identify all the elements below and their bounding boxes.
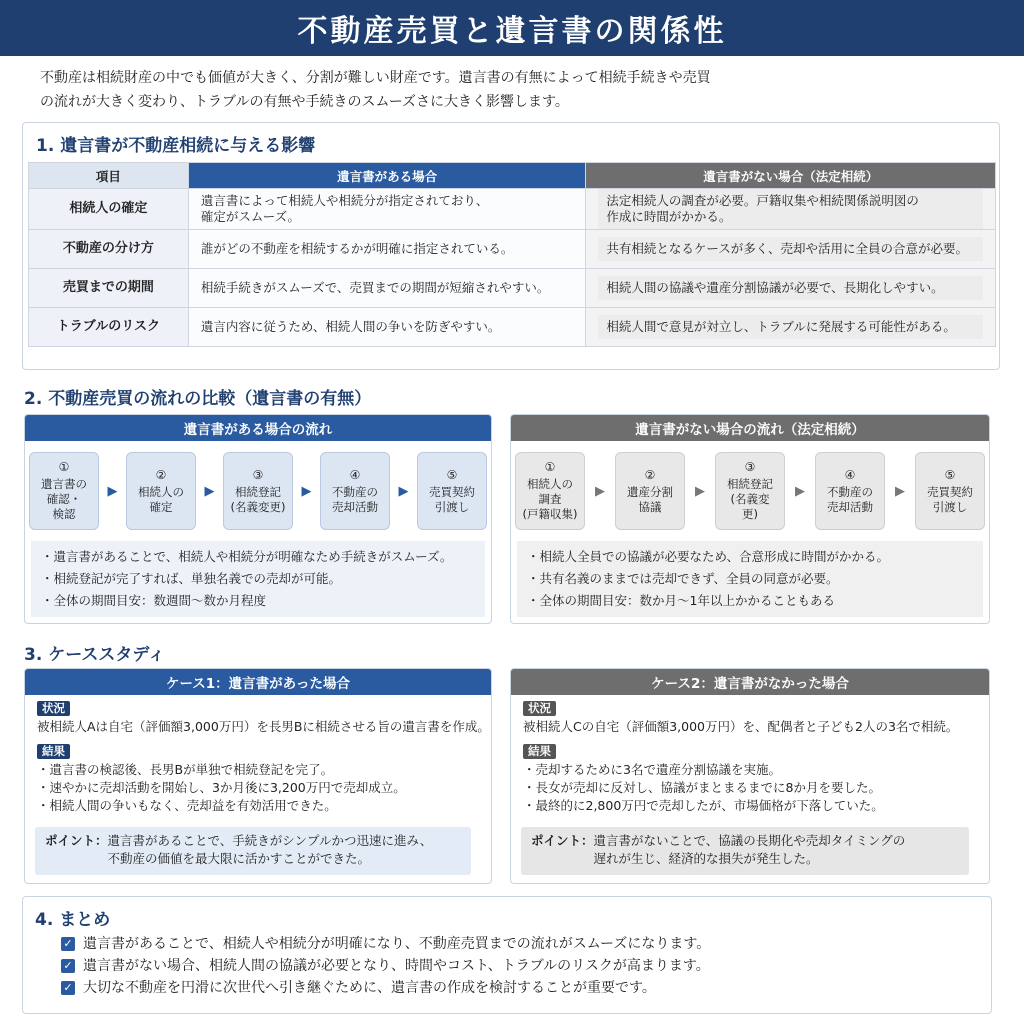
table-row	[29, 308, 996, 347]
step-number: ②	[644, 467, 656, 482]
case2-card	[510, 668, 990, 884]
case2-point	[521, 827, 969, 875]
flow-step	[417, 452, 487, 530]
step-number: ③	[744, 460, 756, 474]
flow-step	[915, 452, 985, 530]
arrow-right-icon: ▶	[795, 483, 805, 499]
cell-without-will-wrap	[586, 269, 996, 308]
situation-tag: 状況	[523, 701, 556, 716]
section2-title: 2. 不動産売買の流れの比較（遺言書の有無）	[24, 389, 372, 409]
result-tag: 結果	[523, 744, 556, 759]
flow-note: ・相続登記が完了すれば、単独名義での売却が可能。	[41, 571, 342, 586]
step-number: ②	[155, 467, 167, 482]
cell-with-will: 遺言内容に従うため、相続人間の争いを防ぎやすい。	[188, 308, 586, 347]
step-number: ③	[252, 467, 264, 482]
flow-step	[320, 452, 390, 530]
step-label: 相続登記 (名義変 更)	[727, 477, 773, 521]
summary-text: 大切な不動産を円滑に次世代へ引き継ぐために、遺言書の作成を検討することが重要です。	[83, 980, 656, 996]
header-with-will: 遺言書がある場合	[188, 163, 586, 189]
cell-without-will-wrap	[586, 230, 996, 269]
impact-table	[28, 162, 996, 347]
flow-without-will	[510, 414, 990, 624]
flow-steps	[515, 451, 985, 531]
arrow-right-icon: ▶	[398, 483, 409, 499]
table-row	[29, 269, 996, 308]
section1-title: 1. 遺言書が不動産相続に与える影響	[36, 136, 316, 156]
cell-without-will: 法定相続人の調査が必要。戸籍収集や相続関係説明図の 作成に時間がかかる。	[598, 189, 983, 229]
cell-with-will: 誰がどの不動産を相続するかが明確に指定されている。	[188, 230, 586, 269]
row-item: 不動産の分け方	[29, 230, 189, 269]
summary-item	[61, 933, 710, 955]
flow-step	[223, 452, 293, 530]
flow-step	[815, 452, 885, 530]
flow-step	[515, 452, 585, 530]
cell-with-will: 遺言書によって相続人や相続分が指定されており、 確定がスムーズ。	[188, 189, 586, 230]
cell-without-will-wrap	[586, 308, 996, 347]
step-label: 相続人の 確定	[138, 484, 184, 514]
flow-step	[715, 452, 785, 530]
arrow-right-icon: ▶	[595, 483, 605, 499]
summary-text: 遺言書があることで、相続人や相続分が明確になり、不動産売買までの流れがスムーズになります。	[83, 936, 711, 952]
case1-body	[37, 699, 490, 815]
point-text: 遺言書があることで、手続きがシンプルかつ迅速に進み、 不動産の価値を最大限に活かすことができた。	[107, 833, 433, 866]
check-icon: ✓	[61, 937, 75, 951]
intro-line: の流れが大きく変わり、トラブルの有無や手続きのスムーズさに大きく影響します。	[40, 94, 569, 110]
summary-card	[22, 896, 992, 1014]
flow-step	[29, 452, 99, 530]
flow-notes	[517, 541, 983, 617]
cell-without-will: 相続人間の協議や遺産分割協議が必要で、長期化しやすい。	[598, 276, 983, 300]
flow-note: ・遺言書があることで、相続人や相続分が明確なため手続きがスムーズ。	[41, 549, 453, 564]
step-label: 遺言書の 確認・ 検認	[41, 477, 87, 521]
cell-without-will: 共有相続となるケースが多く、売却や活用に全員の合意が必要。	[598, 237, 983, 261]
step-label: 売買契約 引渡し	[927, 484, 973, 514]
point-label: ポイント：	[45, 833, 108, 848]
result-tag: 結果	[37, 744, 70, 759]
flow-note: ・相続人全員での協議が必要なため、合意形成に時間がかかる。	[527, 549, 890, 564]
cell-with-will: 相続手続きがスムーズで、売買までの期間が短縮されやすい。	[188, 269, 586, 308]
check-icon: ✓	[61, 959, 75, 973]
intro-text	[40, 66, 990, 114]
situation-tag: 状況	[37, 701, 70, 716]
step-label: 不動産の 売却活動	[827, 484, 873, 514]
case1-card	[24, 668, 492, 884]
title-bar	[0, 0, 1024, 56]
arrow-right-icon: ▶	[301, 483, 312, 499]
table-header-row	[29, 163, 996, 189]
flow-note: ・全体の期間目安：数か月〜1年以上かかることもある	[527, 593, 835, 608]
section4-title: 4. まとめ	[35, 910, 111, 930]
intro-line: 不動産は相続財産の中でも価値が大きく、分割が難しい財産です。遺言書の有無によって相続手続きや売買	[40, 70, 711, 86]
flow-step	[126, 452, 196, 530]
row-item: トラブルのリスク	[29, 308, 189, 347]
case2-result: ・売却するために3名で遺産分割協議を実施。	[523, 762, 781, 777]
flow-note: ・全体の期間目安：数週間〜数か月程度	[41, 593, 267, 608]
header-without-will: 遺言書がない場合（法定相続）	[586, 163, 996, 189]
case1-result: ・速やかに売却活動を開始し、3か月後に3,200万円で売却成立。	[37, 780, 406, 795]
case1-situation: 被相続人Aは自宅（評価額3,000万円）を長男Bに相続させる旨の遺言書を作成。	[37, 719, 490, 734]
table-row	[29, 230, 996, 269]
page-title: 不動産売買と遺言書の関係性	[297, 14, 727, 49]
case2-body	[523, 699, 979, 815]
section3-title: 3. ケーススタディ	[24, 645, 165, 665]
cell-without-will-wrap	[586, 189, 996, 230]
summary-item	[61, 977, 710, 999]
step-label: 売買契約 引渡し	[429, 484, 475, 514]
step-number: ⑤	[944, 467, 956, 482]
step-label: 不動産の 売却活動	[332, 484, 378, 514]
case1-result: ・遺言書の検認後、長男Bが単独で相続登記を完了。	[37, 762, 334, 777]
flow-with-will	[24, 414, 492, 624]
arrow-right-icon: ▶	[695, 483, 705, 499]
summary-text: 遺言書がない場合、相続人間の協議が必要となり、時間やコスト、トラブルのリスクが高まります。	[83, 958, 710, 974]
check-icon: ✓	[61, 981, 75, 995]
summary-item	[61, 955, 710, 977]
header-item: 項目	[29, 163, 189, 189]
step-number: ④	[349, 467, 361, 482]
arrow-right-icon: ▶	[107, 483, 118, 499]
step-number: ①	[544, 460, 556, 474]
case1-point	[35, 827, 471, 875]
table-row	[29, 189, 996, 230]
flow-with-will-heading: 遺言書がある場合の流れ	[25, 415, 491, 441]
arrow-right-icon: ▶	[204, 483, 215, 499]
point-label: ポイント：	[531, 833, 594, 848]
step-number: ⑤	[446, 467, 458, 482]
point-text: 遺言書がないことで、協議の長期化や売却タイミングの 遅れが生じ、経済的な損失が発生した。	[593, 833, 906, 866]
flow-note: ・共有名義のままでは売却できず、全員の同意が必要。	[527, 571, 839, 586]
arrow-right-icon: ▶	[895, 483, 905, 499]
row-item: 売買までの期間	[29, 269, 189, 308]
step-label: 相続登記 (名義変更)	[230, 484, 286, 514]
case2-result: ・最終的に2,800万円で売却したが、市場価格が下落していた。	[523, 798, 884, 813]
case2-result: ・長女が売却に反対し、協議がまとまるまでに8か月を要した。	[523, 780, 881, 795]
flow-notes	[31, 541, 485, 617]
case2-heading: ケース2：遺言書がなかった場合	[511, 669, 989, 695]
row-item: 相続人の確定	[29, 189, 189, 230]
flow-without-will-heading: 遺言書がない場合の流れ（法定相続）	[511, 415, 989, 441]
step-number: ①	[58, 460, 70, 474]
case1-result: ・相続人間の争いもなく、売却益を有効活用できた。	[37, 798, 337, 813]
step-number: ④	[844, 467, 856, 482]
summary-list	[61, 933, 710, 999]
case1-heading: ケース1：遺言書があった場合	[25, 669, 491, 695]
flow-steps	[29, 451, 487, 531]
cell-without-will: 相続人間で意見が対立し、トラブルに発展する可能性がある。	[598, 315, 983, 339]
flow-step	[615, 452, 685, 530]
case2-situation: 被相続人Cの自宅（評価額3,000万円）を、配偶者と子ども2人の3名で相続。	[523, 719, 959, 734]
step-label: 遺産分割 協議	[627, 484, 673, 514]
step-label: 相続人の 調査 (戸籍収集)	[522, 477, 578, 521]
